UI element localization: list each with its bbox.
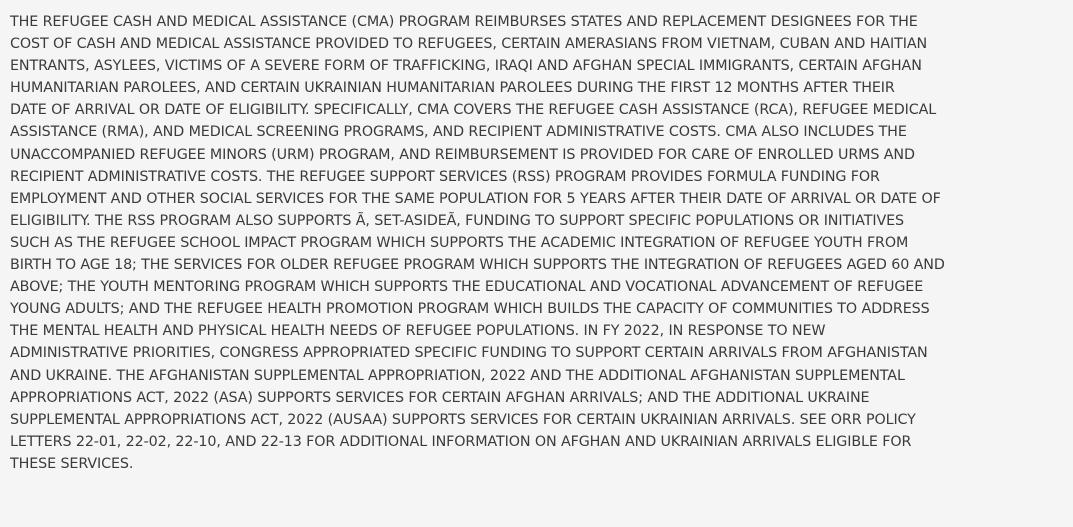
program-description-text: THE REFUGEE CASH AND MEDICAL ASSISTANCE (CMA) PROGRAM REIMBURSES STATES AND REPLACEMENT DESIGNEES FOR THE COST OF CASH AND MEDICAL ASSISTANCE PROVIDED TO REFUGEES, CERTAIN AMERASIANS FROM VIETNAM, CUBAN AND HAITIAN ENTRANTS, ASYLEES, VICTIMS OF A SEVERE FORM OF TRAFFICKING, IRAQI AND AFGHAN SPECIAL IMMIGRANTS, CERTAIN AFGHAN HUMANITARIAN PAROLEES, AND CERTAIN UKRAINIAN HUMANITARIAN PAROLEES DURING THE FIRST 12 MONTHS AFTER THEIR DATE OF ARRIVAL OR DATE OF ELIGIBILITY. SPECIFICALLY, CMA COVERS THE REFUGEE CASH ASSISTANCE (RCA), REFUGEE MEDICAL ASSISTANCE (RMA), AND MEDICAL SCREENING PROGRAMS, AND RECIPIENT ADMINISTRATIVE COSTS. CMA ALSO INCLUDES THE UNACCOMPANIED REFUGEE MINORS (URM) PROGRAM, AND REIMBURSEMENT IS PROVIDED FOR CARE OF ENROLLED URMS AND RECIPIENT ADMINISTRATIVE COSTS. THE REFUGEE SUPPORT SERVICES (RSS) PROGRAM PROVIDES FORMULA FUNDING FOR EMPLOYMENT AND OTHER SOCIAL SERVICES FOR THE SAME POPULATION FOR 5 YEARS AFTER THEIR DATE OF ARRIVAL OR DATE OF ELIGIBILITY. THE RSS PROGRAM ALSO SUPPORTS Ã, SET-ASIDEÃ, FUNDING TO SUPPORT SPECIFIC POPULATIONS OR INITIATIVES SUCH AS THE REFUGEE SCHOOL IMPACT PROGRAM WHICH SUPPORTS THE ACADEMIC INTEGRATION OF REFUGEE YOUTH FROM BIRTH TO AGE 18; THE SERVICES FOR OLDER REFUGEE PROGRAM WHICH SUPPORTS THE INTEGRATION OF REFUGEES AGED 60 AND ABOVE; THE YOUTH MENTORING PROGRAM WHICH SUPPORTS THE EDUCATIONAL AND VOCATIONAL ADVANCEMENT OF REFUGEE YOUNG ADULTS; AND THE REFUGEE HEALTH PROMOTION PROGRAM WHICH BUILDS THE CAPACITY OF COMMUNITIES TO ADDRESS THE MENTAL HEALTH AND PHYSICAL HEALTH NEEDS OF REFUGEE POPULATIONS. IN FY 2022, IN RESPONSE TO NEW ADMINISTRATIVE PRIORITIES, CONGRESS APPROPRIATED SPECIFIC FUNDING TO SUPPORT CERTAIN ARRIVALS FROM AFGHANISTAN AND UKRAINE. THE AFGHANISTAN SUPPLEMENTAL APPROPRIATION, 2022 AND THE ADDITIONAL AFGHANISTAN SUPPLEMENTAL APPROPRIATIONS ACT, 2022 (ASA) SUPPORTS SERVICES FOR CERTAIN AFGHAN ARRIVALS; AND THE ADDITIONAL UKRAINE SUPPLEMENTAL APPROPRIATIONS ACT, 2022 (AUSAA) SUPPORTS SERVICES FOR CERTAIN UKRAINIAN ARRIVALS. SEE ORR POLICY LETTERS 22-01, 22-02, 22-10, AND 22-13 FOR ADDITIONAL INFORMATION ON AFGHAN AND UKRAINIAN ARRIVALS ELIGIBLE FOR THESE SERVICES. bbox=[10, 14, 945, 472]
